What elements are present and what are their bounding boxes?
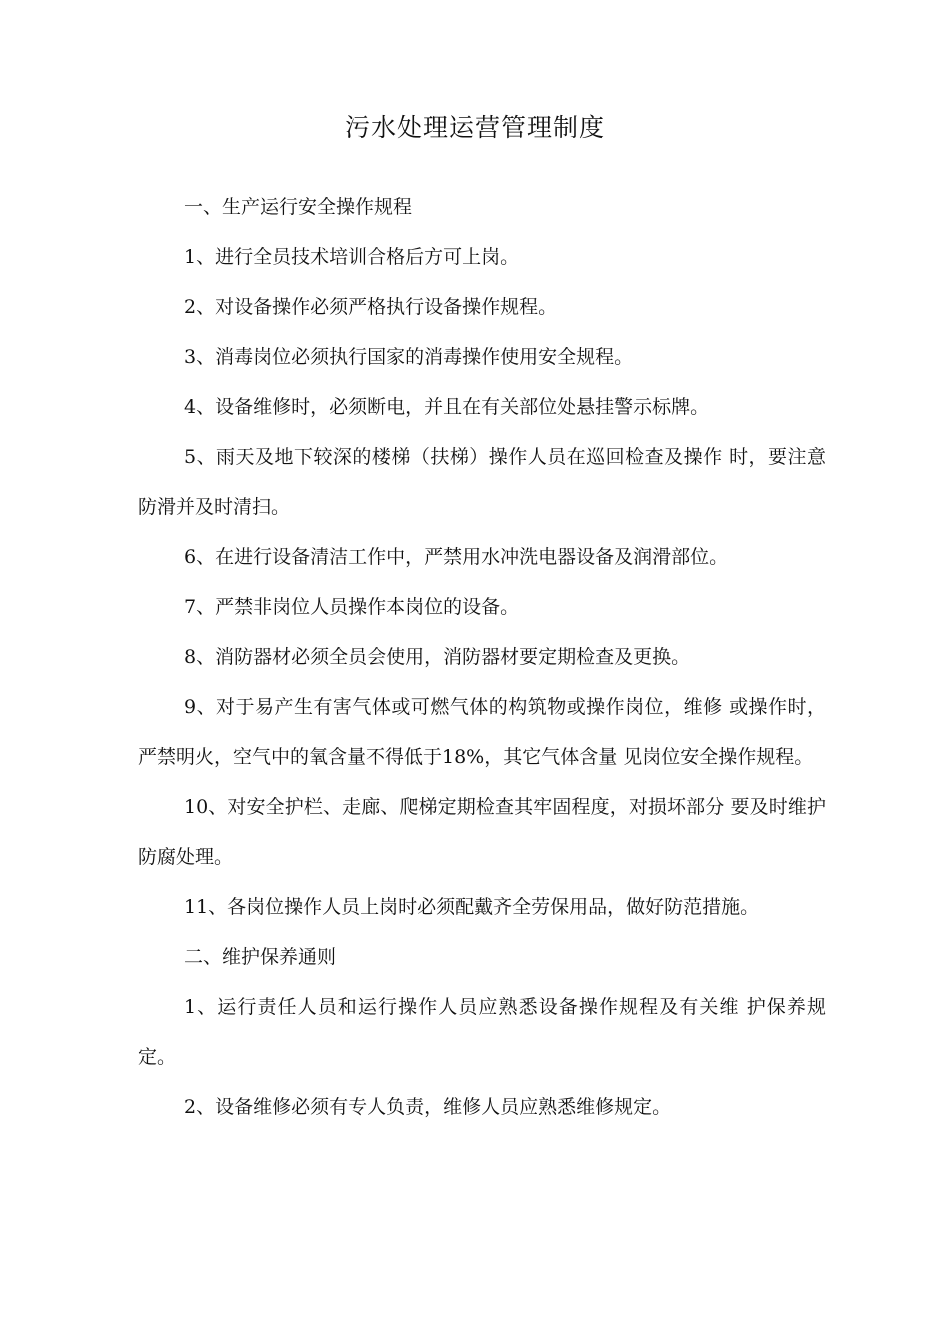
rule-item-8: 8、消防器材必须全员会使用，消防器材要定期检查及更换。 — [184, 646, 691, 668]
section-heading-2: 二、维护保养通则 — [184, 946, 337, 968]
section-heading-1: 一、生产运行安全操作规程 — [184, 196, 413, 218]
rule-item-7: 7、严禁非岗位人员操作本岗位的设备。 — [184, 596, 520, 618]
maintenance-item-2: 2、设备维修必须有专人负责，维修人员应熟悉维修规定。 — [184, 1096, 672, 1118]
document-body — [138, 182, 826, 1132]
rule-item-5: 5、雨天及地下较深的楼梯（扶梯）操作人员在巡回检查及操作 时，要注意防滑并及时清扫。 — [138, 446, 826, 518]
rule-item-6: 6、在进行设备清洁工作中，严禁用水冲洗电器设备及润滑部位。 — [184, 546, 729, 568]
rule-item-2: 2、对设备操作必须严格执行设备操作规程。 — [184, 296, 558, 318]
rule-item-9: 9、对于易产生有害气体或可燃气体的构筑物或操作岗位，维修 或操作时，严禁明火，空气中的氧含量不得低于18%，其它气体含量 见岗位安全操作规程。 — [138, 696, 826, 768]
rule-item-4: 4、设备维修时，必须断电，并且在有关部位处悬挂警示标牌。 — [184, 396, 710, 418]
rule-item-11: 11、各岗位操作人员上岗时必须配戴齐全劳保用品，做好防范措施。 — [184, 896, 760, 918]
maintenance-item-1: 1、运行责任人员和运行操作人员应熟悉设备操作规程及有关维 护保养规定。 — [138, 996, 826, 1068]
rule-item-10: 10、对安全护栏、走廊、爬梯定期检查其牢固程度，对损坏部分 要及时维护防腐处理。 — [138, 796, 826, 868]
rule-item-3: 3、消毒岗位必须执行国家的消毒操作使用安全规程。 — [184, 346, 634, 368]
document-title: 污水处理运营管理制度 — [344, 113, 605, 142]
rule-item-1: 1、进行全员技术培训合格后方可上岗。 — [184, 246, 520, 268]
